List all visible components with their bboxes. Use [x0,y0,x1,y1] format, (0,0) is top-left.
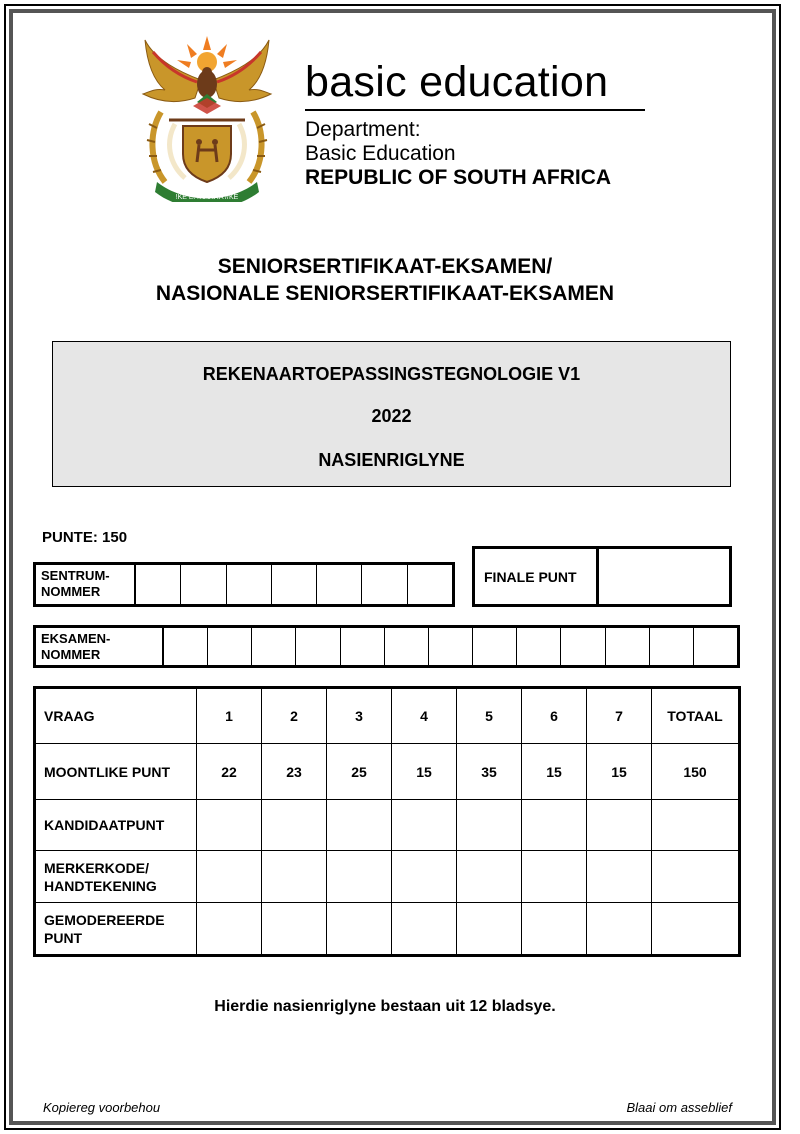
exam-number-cell[interactable] [296,628,340,665]
centre-number-label-line2: NOMMER [41,584,101,599]
score-cell[interactable] [327,903,392,956]
question-number: 2 [262,688,327,744]
question-number: 3 [327,688,392,744]
score-cell[interactable] [262,851,327,903]
possible-mark: 15 [587,744,652,800]
exam-number-cell[interactable] [208,628,252,665]
exam-number-cell[interactable] [473,628,517,665]
score-table [33,686,741,957]
exam-number-cell[interactable] [341,628,385,665]
score-cell[interactable] [197,800,262,851]
possible-mark: 25 [327,744,392,800]
brand-title: basic education [305,58,609,106]
centre-number-box [33,562,455,607]
exam-number-label-line1: EKSAMEN- [41,631,111,646]
department-label: Department: [305,118,421,141]
score-cell[interactable] [457,800,522,851]
score-cell[interactable] [327,851,392,903]
shield [183,126,231,182]
score-cell[interactable] [457,851,522,903]
moderated-label-line2: PUNT [44,929,83,946]
brand-divider [305,109,645,111]
possible-mark: 35 [457,744,522,800]
possible-mark: 15 [392,744,457,800]
possible-mark: 15 [522,744,587,800]
moderated-label-line1: GEMODEREERDE [44,911,165,928]
exam-title-line1: SENIORSERTIFIKAAT-EKSAMEN/ [217,255,553,278]
candidate-marks-label: KANDIDAATPUNT [35,800,197,851]
score-cell[interactable] [522,903,587,956]
copyright-notice: Kopiereg voorbehou [43,1100,161,1115]
page-count-note: Hierdie nasienriglyne bestaan uit 12 bladsye. [214,998,556,1015]
question-row-label: VRAAG [35,688,197,744]
centre-number-cell[interactable] [272,565,317,604]
candidate-marks-row [35,800,740,851]
score-cell[interactable] [522,851,587,903]
exam-title-line2: NASIONALE SENIORSERTIFIKAAT-EKSAMEN [155,282,615,305]
moderated-label [35,903,197,956]
score-cell[interactable] [262,903,327,956]
centre-number-label-line1: SENTRUM- [41,568,110,583]
department-name: Basic Education [305,142,456,165]
sun-icon [177,36,237,72]
exam-number-label [36,628,164,665]
score-cell[interactable] [392,800,457,851]
turn-over-note: Blaai om asseblief [626,1100,732,1115]
final-mark-label: FINALE PUNT [475,549,599,604]
total-header: TOTAAL [652,688,740,744]
score-cell[interactable] [262,800,327,851]
centre-number-cell[interactable] [181,565,226,604]
score-cell[interactable] [652,851,740,903]
department-block [305,118,456,166]
question-number: 5 [457,688,522,744]
exam-number-cell[interactable] [694,628,737,665]
total-marks-label: PUNTE: [42,529,98,546]
score-cell[interactable] [457,903,522,956]
question-row [35,688,740,744]
possible-marks-label: MOONTLIKE PUNT [35,744,197,800]
score-cell[interactable] [652,903,740,956]
question-number: 4 [392,688,457,744]
coat-of-arms-logo [135,32,280,202]
crest-motto-text: !KE E: /XARRA //KE [175,194,239,201]
centre-number-cell[interactable] [136,565,181,604]
possible-mark: 23 [262,744,327,800]
total-marks [42,529,127,546]
question-number: 7 [587,688,652,744]
exam-number-cell[interactable] [164,628,208,665]
score-cell[interactable] [587,903,652,956]
marker-label-line1: MERKERKODE/ [44,859,150,876]
score-cell[interactable] [392,851,457,903]
exam-number-cell[interactable] [252,628,296,665]
country-name: REPUBLIC OF SOUTH AFRICA [305,166,612,189]
score-cell[interactable] [587,800,652,851]
marker-row [35,851,740,903]
marker-label-line2: HANDTEKENING [44,877,157,894]
subject-name: REKENAARTOEPASSINGSTEGNOLOGIE V1 [202,364,581,384]
score-cell[interactable] [197,903,262,956]
marker-label [35,851,197,903]
subject-box [52,341,731,487]
score-cell[interactable] [522,800,587,851]
exam-number-cell[interactable] [385,628,429,665]
score-cell[interactable] [327,800,392,851]
total-marks-value: 150 [102,529,128,546]
score-cell[interactable] [652,800,740,851]
possible-mark: 22 [197,744,262,800]
exam-number-label-line2: NOMMER [41,647,101,662]
final-mark-box [472,546,732,607]
exam-number-cell[interactable] [561,628,605,665]
exam-number-cell[interactable] [429,628,473,665]
centre-number-label [36,565,136,604]
exam-number-cell[interactable] [606,628,650,665]
exam-number-cell[interactable] [517,628,561,665]
exam-number-cell[interactable] [650,628,694,665]
centre-number-cell[interactable] [227,565,272,604]
possible-total: 150 [652,744,740,800]
moderated-row [35,903,740,956]
centre-number-cell[interactable] [408,565,452,604]
final-mark-field[interactable] [599,549,729,604]
document-type: NASIENRIGLYNE [318,450,465,470]
subject-year: 2022 [371,406,412,426]
score-cell[interactable] [197,851,262,903]
exam-number-box [33,625,740,668]
possible-marks-row [35,744,740,800]
centre-number-cell[interactable] [317,565,362,604]
centre-number-cells [136,565,452,604]
question-number: 6 [522,688,587,744]
score-cell[interactable] [587,851,652,903]
centre-number-cell[interactable] [362,565,407,604]
question-number: 1 [197,688,262,744]
exam-number-cells [164,628,737,665]
score-cell[interactable] [392,903,457,956]
